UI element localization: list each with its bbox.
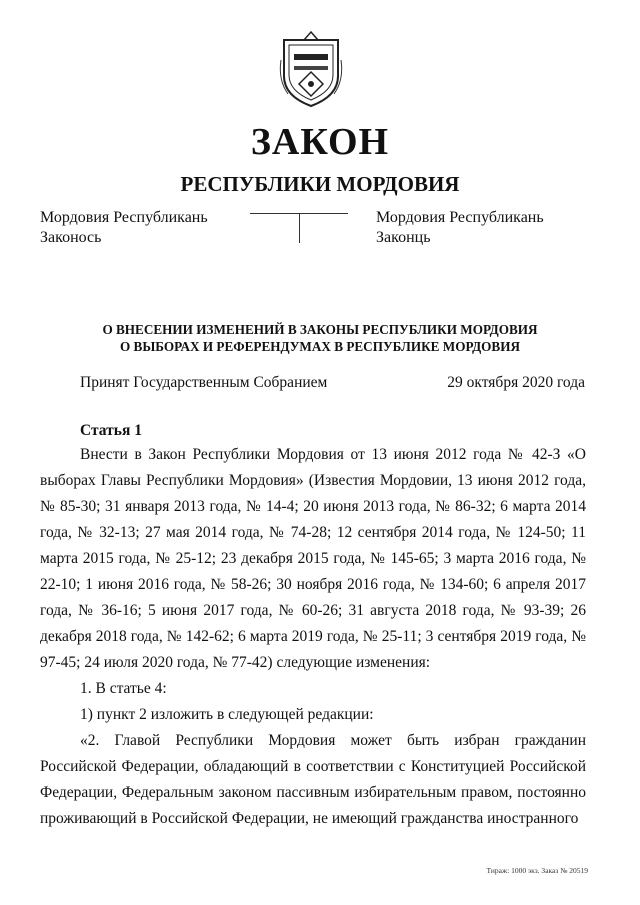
left-caption-line1: Мордовия Республикань (40, 209, 208, 226)
law-title (0, 321, 640, 355)
right-caption-line1: Мордовия Республикань (376, 209, 544, 226)
right-caption-line2: Законць (376, 229, 431, 246)
header-divider-vertical (299, 213, 300, 243)
left-caption-line2: Законось (40, 229, 102, 246)
document-title: ЗАКОН (250, 121, 390, 163)
left-language-caption (40, 208, 208, 248)
adopted-by: Принят Государственным Собранием (80, 374, 328, 391)
article-subitem: 1) пункт 2 изложить в следующей редакции: (80, 706, 374, 723)
article-paragraph: Внести в Закон Республики Мордовия от 13 июня 2012 года № 42-З «О выборах Главы Республики Мордовия» (Известия Мордовии, 13 июня 2012 года, № 85-30; 31 января 2013 года, № 14-4; 20 июня 2013 года, № 86-32; 6 марта 2014 года, № 32-13; 27 мая 2014 года, № 74-28; 12 сентября 2014 года, № 124-50; 11 марта 2015 года, № 25-12; 23 декабря 2015 года, № 145-65; 3 марта 2016 года, № 22-10; 1 июня 2016 года, № 58-26; 30 ноября 2016 года, № 134-60; 6 апреля 2017 года, № 36-16; 5 июня 2017 года, № 60-26; 31 августа 2018 года, № 93-39; 26 декабря 2018 года, № 142-62; 6 марта 2019 года, № 25-11; 3 сентября 2019 года, № 97-45; 24 июля 2020 года, № 77-42) следующие изменения: (40, 446, 586, 671)
law-title-line2: О ВЫБОРАХ И РЕФЕРЕНДУМАХ В РЕСПУБЛИКЕ МОРДОВИЯ (119, 339, 521, 354)
article-quote: «2. Главой Республики Мордовия может быть избран гражданин Российской Федерации, обладающий в соответствии с Конституцией Российской Федерации, Федеральным законом пассивным избирательным правом, постоянно проживающий в Российской Федерации, не имеющий гражданства иностранного (40, 732, 586, 827)
coat-of-arms-icon (276, 30, 346, 110)
document-subtitle: РЕСПУБЛИКИ МОРДОВИЯ (180, 172, 460, 196)
right-language-caption (376, 208, 544, 248)
law-title-line1: О ВНЕСЕНИИ ИЗМЕНЕНИЙ В ЗАКОНЫ РЕСПУБЛИКИ МОРДОВИЯ (102, 322, 538, 337)
article-item: 1. В статье 4: (80, 680, 167, 697)
print-info: Тираж: 1000 экз. Заказ № 20519 (486, 866, 588, 875)
article-body (40, 442, 586, 832)
adopted-date: 29 октября 2020 года (447, 374, 585, 391)
article-heading: Статья 1 (80, 422, 142, 439)
